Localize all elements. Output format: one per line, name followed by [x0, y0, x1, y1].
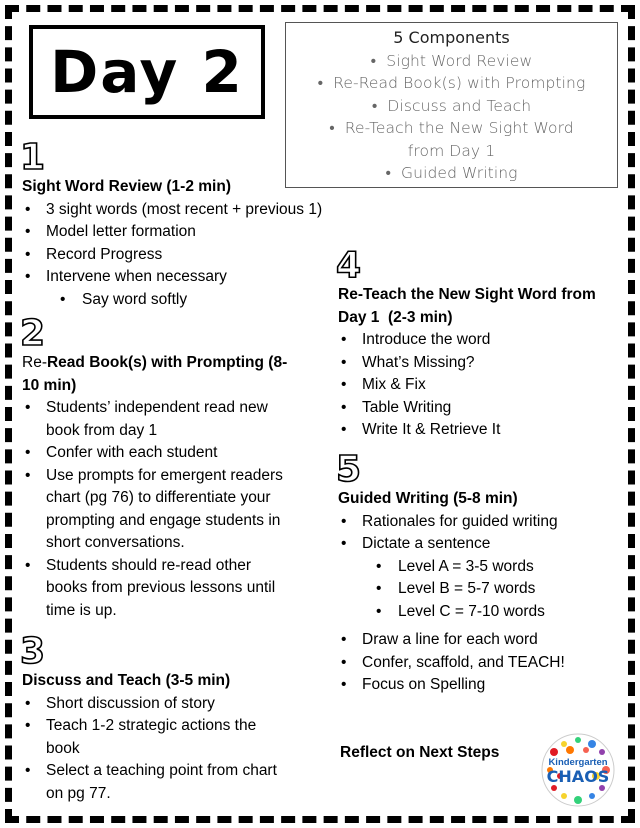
list-item: • 3 sight words (most recent + previous 1): [22, 199, 352, 222]
section-discuss-teach: [20, 631, 327, 805]
component-item-continued: from Day 1: [407, 141, 496, 160]
list-item: • Write It & Retrieve It: [338, 419, 628, 442]
section-sight-word-review: [20, 137, 352, 311]
sub-list-item: • Say word softly: [22, 289, 352, 312]
list-item: • Mix & Fix: [338, 374, 628, 397]
list-item: • What’s Missing?: [338, 352, 628, 375]
list-item: • Introduce the word: [338, 329, 628, 352]
list-item: • Teach 1-2 strategic actions the book: [22, 715, 327, 760]
confetti-dot: [574, 796, 582, 804]
list-item: • Confer with each student: [22, 442, 327, 465]
confetti-dot: [561, 741, 567, 747]
section-number-1: 1: [20, 137, 46, 178]
list-item: • Use prompts for emergent readers chart (pg 76) to differentiate your prompting and engage students in short conversations.: [22, 465, 327, 555]
confetti-dot: [589, 793, 595, 799]
confetti-dot: [583, 747, 589, 753]
kindergarten-chaos-logo: [540, 732, 616, 808]
confetti-dot: [575, 737, 581, 743]
section-heading: Re-Teach the New Sight Word from Day 1 (2-3 min): [338, 286, 596, 326]
logo-text-line1: Kindergarten: [548, 757, 608, 768]
list-item: • Dictate a sentence: [338, 533, 628, 556]
section-guided-writing: [336, 449, 628, 697]
list-item: • Rationales for guided writing: [338, 511, 628, 534]
section-heading: Guided Writing (5-8 min): [338, 490, 518, 507]
confetti-dot: [566, 746, 574, 754]
section-number-3: 3: [20, 631, 46, 672]
day-title-box: [29, 25, 265, 119]
list-item: • Table Writing: [338, 397, 628, 420]
section-heading: Re-Read Book(s) with Prompting (8- 10 min): [22, 354, 288, 394]
component-item: • Re-Teach the New Sight Word: [329, 119, 574, 137]
sub-list-item: • Level A = 3-5 words: [338, 556, 628, 579]
list-item: • Draw a line for each word: [338, 629, 628, 652]
list-item: • Model letter formation: [22, 221, 352, 244]
list-item: • Select a teaching point from chart on pg 77.: [22, 760, 327, 805]
section-heading: Sight Word Review (1-2 min): [22, 178, 231, 195]
component-item: • Re-Read Book(s) with Prompting: [317, 74, 586, 92]
section-heading: Discuss and Teach (3-5 min): [22, 672, 231, 689]
list-item: • Intervene when necessary: [22, 266, 352, 289]
list-item: • Record Progress: [22, 244, 352, 267]
confetti-dot: [588, 740, 596, 748]
confetti-dot: [550, 748, 558, 756]
section-number-2: 2: [20, 313, 46, 354]
list-item: • Confer, scaffold, and TEACH!: [338, 652, 628, 675]
sub-list-item: • Level C = 7-10 words: [338, 601, 628, 624]
list-item: • Focus on Spelling: [338, 674, 628, 697]
list-item: • Short discussion of story: [22, 693, 327, 716]
reflect-heading: Reflect on Next Steps: [340, 744, 500, 761]
list-item: • Students should re-read other books from previous lessons until time is up.: [22, 555, 327, 623]
section-re-read: [20, 313, 327, 622]
logo-text-line2: CHAOS: [546, 767, 610, 786]
confetti-dot: [561, 793, 567, 799]
component-item: • Guided Writing: [385, 164, 518, 182]
component-item: • Sight Word Review: [370, 51, 533, 70]
page-title: Day 2: [50, 38, 244, 106]
section-re-teach: [336, 245, 628, 442]
confetti-dot: [599, 749, 605, 755]
list-item: • Students’ independent read new book from day 1: [22, 397, 327, 442]
components-title: 5 Components: [393, 28, 510, 47]
section-number-5: 5: [336, 449, 362, 490]
component-item: • Discuss and Teach: [371, 96, 532, 115]
sub-list-item: • Level B = 5-7 words: [338, 578, 628, 601]
section-number-4: 4: [336, 245, 362, 286]
